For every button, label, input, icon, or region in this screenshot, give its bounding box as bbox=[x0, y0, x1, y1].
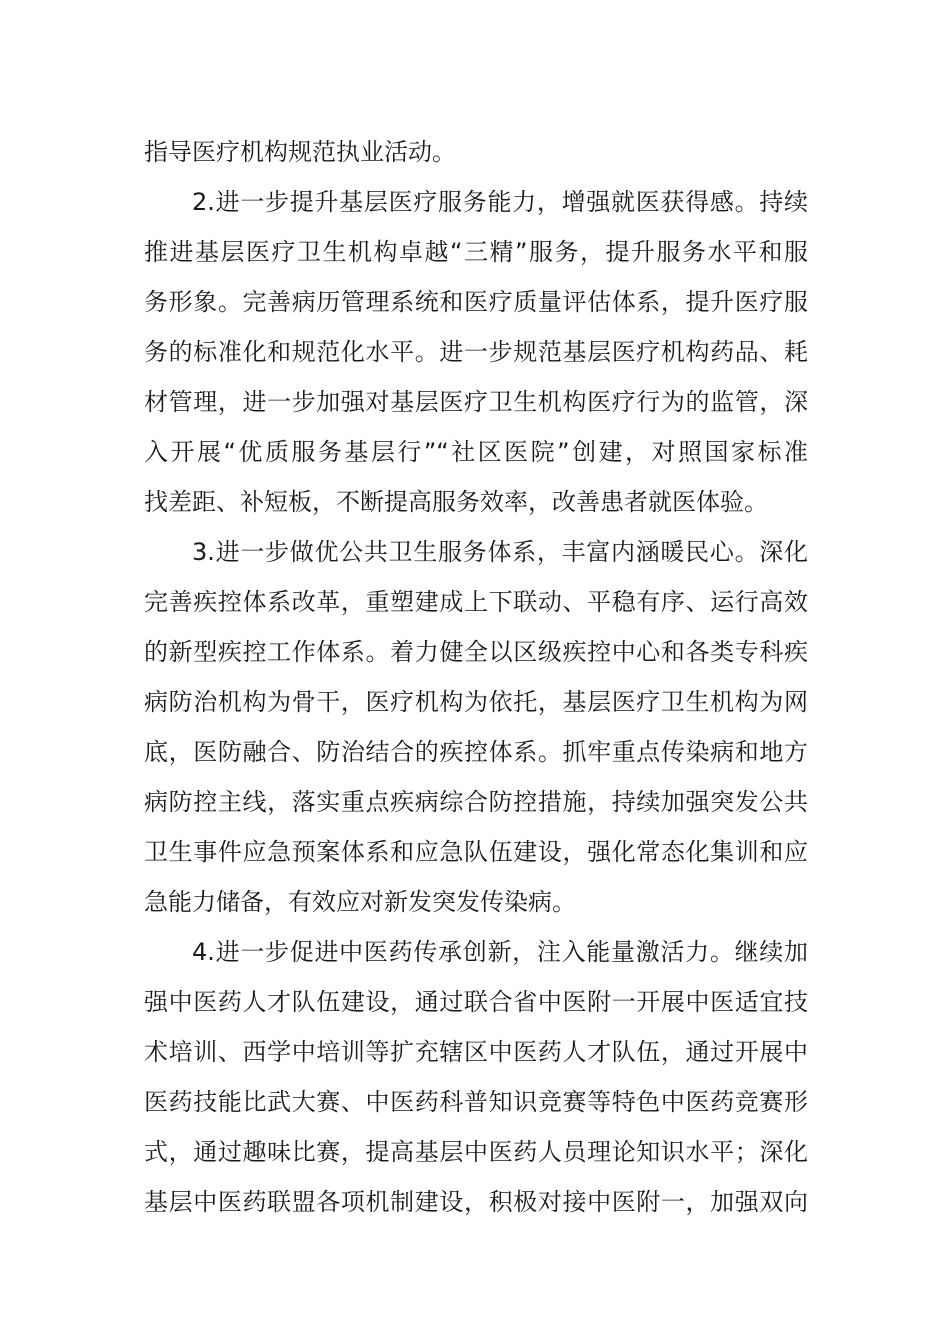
text-line: 术培训、西学中培训等扩充辖区中医药人才队伍，通过开展中 bbox=[144, 1038, 808, 1066]
text-line: 急能力储备，有效应对新发突发传染病。 bbox=[144, 888, 576, 916]
text-line: 4.进一步促进中医药传承创新，注入能量激活力。继续加 bbox=[192, 938, 808, 966]
text-line: 入开展“优质服务基层行”“社区医院”创建，对照国家标准 bbox=[144, 438, 808, 466]
text-line: 底，医防融合、防治结合的疾控体系。抓牢重点传染病和地方 bbox=[144, 738, 808, 766]
text-line: 务形象。完善病历管理系统和医疗质量评估体系，提升医疗服 bbox=[144, 288, 808, 316]
text-line: 推进基层医疗卫生机构卓越“三精”服务，提升服务水平和服 bbox=[144, 238, 808, 266]
text-line: 3.进一步做优公共卫生服务体系，丰富内涵暖民心。深化 bbox=[192, 538, 808, 566]
text-line: 找差距、补短板，不断提高服务效率，改善患者就医体验。 bbox=[144, 488, 768, 516]
text-line: 医药技能比武大赛、中医药科普知识竞赛等特色中医药竞赛形 bbox=[144, 1088, 808, 1116]
text-line: 式，通过趣味比赛，提高基层中医药人员理论知识水平；深化 bbox=[144, 1138, 808, 1166]
text-line: 基层中医药联盟各项机制建设，积极对接中医附一，加强双向 bbox=[144, 1188, 808, 1216]
text-line: 2.进一步提升基层医疗服务能力，增强就医获得感。持续 bbox=[192, 188, 808, 216]
text-line: 强中医药人才队伍建设，通过联合省中医附一开展中医适宜技 bbox=[144, 988, 808, 1016]
text-line: 病防治机构为骨干，医疗机构为依托，基层医疗卫生机构为网 bbox=[144, 688, 808, 716]
text-line: 完善疾控体系改革，重塑建成上下联动、平稳有序、运行高效 bbox=[144, 588, 808, 616]
text-line: 的新型疾控工作体系。着力健全以区级疾控中心和各类专科疾 bbox=[144, 638, 808, 666]
text-line: 卫生事件应急预案体系和应急队伍建设，强化常态化集训和应 bbox=[144, 838, 808, 866]
text-line: 务的标准化和规范化水平。进一步规范基层医疗机构药品、耗 bbox=[144, 338, 808, 366]
text-line: 病防控主线，落实重点疾病综合防控措施，持续加强突发公共 bbox=[144, 788, 808, 816]
text-line: 材管理，进一步加强对基层医疗卫生机构医疗行为的监管，深 bbox=[144, 388, 808, 416]
text-line: 指导医疗机构规范执业活动。 bbox=[144, 138, 456, 166]
document-body bbox=[144, 127, 808, 1227]
